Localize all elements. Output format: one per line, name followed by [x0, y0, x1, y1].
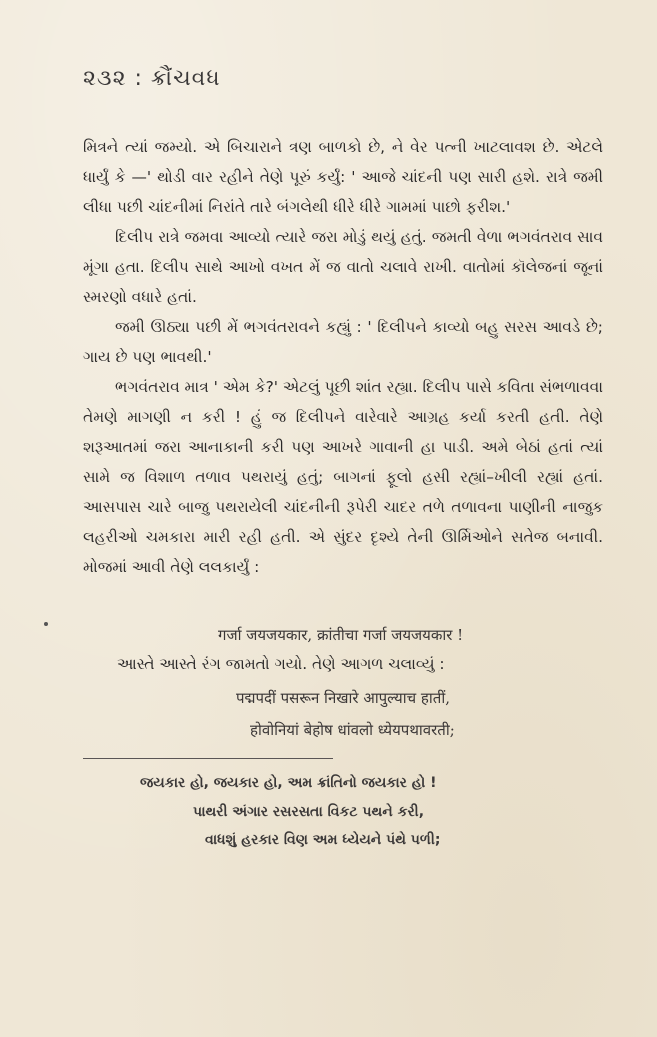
ink-dot: [44, 622, 48, 626]
continuation-text: આસ્તે આસ્તે રંગ જામતો ગયો. તેણે આગળ ચલાવ્યું :: [117, 655, 445, 673]
footnote-line: જયકાર હો, જયકાર હો, અમ ક્રાંતિનો જયકાર હો !: [140, 775, 437, 791]
body-text: [83, 132, 603, 582]
poem-line: पद्मपदीं पसरून निखारे आपुल्याच हातीं,: [236, 689, 450, 707]
footnote-line: પાથરી અંગાર રસરસતા વિકટ પથને કરી,: [193, 804, 425, 820]
footnote-line: વાધશું હરકાર વિણ અમ ધ્યેયને પંથે પળી;: [205, 832, 441, 848]
footnote-divider: [83, 758, 333, 759]
poem-line: गर्जा जयजयकार, क्रांतीचा गर्जा जयजयकार !: [218, 626, 464, 644]
paragraph: ભગવંતરાવ માત્ર ' એમ કે?' એટલું પૂછી શાંત રહ્યા. દિલીપ પાસે કવિતા સંભળાવવા તેમણે માગણી ન કરી ! હું જ દિલીપને વારેવારે આગ્રહ કર્યા કરતી હતી. તેણે શરૂઆતમાં જરા આનાકાની કરી પણ આખરે ગાવાની હા પાડી. અમે બેઠાં હતાં ત્યાં સામે જ વિશાળ તળાવ પથરાયું હતું; બાગનાં ફૂલો હસી રહ્યાં–ખીલી રહ્યાં હતાં. આસપાસ ચારે બાજુ પથરાયેલી ચાંદનીની રૂપેરી ચાદર તળે તળાવના પાણીની નાજુક લહરીઓ ચમકારા મારી રહી હતી. એ સુંદર દૃશ્યે તેની ઊર્મિઓને સતેજ બનાવી. મોજમાં આવી તેણે લલકાર્યું :: [83, 378, 603, 576]
paragraph: જમી ઊઠ્યા પછી મેં ભગવંતરાવને કહ્યું : ' દિલીપને કાવ્યો બહુ સરસ આવડે છે; ગાય છે પણ ભાવથી.': [83, 318, 603, 366]
paragraph: મિત્રને ત્યાં જમ્યો. એ બિચારાને ત્રણ બાળકો છે, ને વેર પત્ની ખાટલાવશ છે. એટલે ધાર્યું કે —' થોડી વાર રહીને તેણે પૂરું કર્યું: ' આજે ચાંદની પણ સારી હશે. રાત્રે જમી લીધા પછી ચાંદનીમાં નિરાંતે તારે બંગલેથી ધીરે ધીરે ગામમાં પાછો ફરીશ.': [83, 138, 603, 216]
poem-line: होवोनियां बेहोष धांवलो ध्येयपथावरती;: [250, 721, 455, 739]
paragraph: દિલીપ રાત્રે જમવા આવ્યો ત્યારે જરા મોડું થયું હતું. જમતી વેળા ભગવંતરાવ સાવ મૂંગા હતા. દિલીપ સાથે આખો વખત મેં જ વાતો ચલાવે રાખી. વાતોમાં કૉલેજનાં જૂનાં સ્મરણો વધારે હતાં.: [83, 228, 603, 306]
running-head: ૨૩૨ : ક્રૌંચવધ: [83, 66, 221, 91]
